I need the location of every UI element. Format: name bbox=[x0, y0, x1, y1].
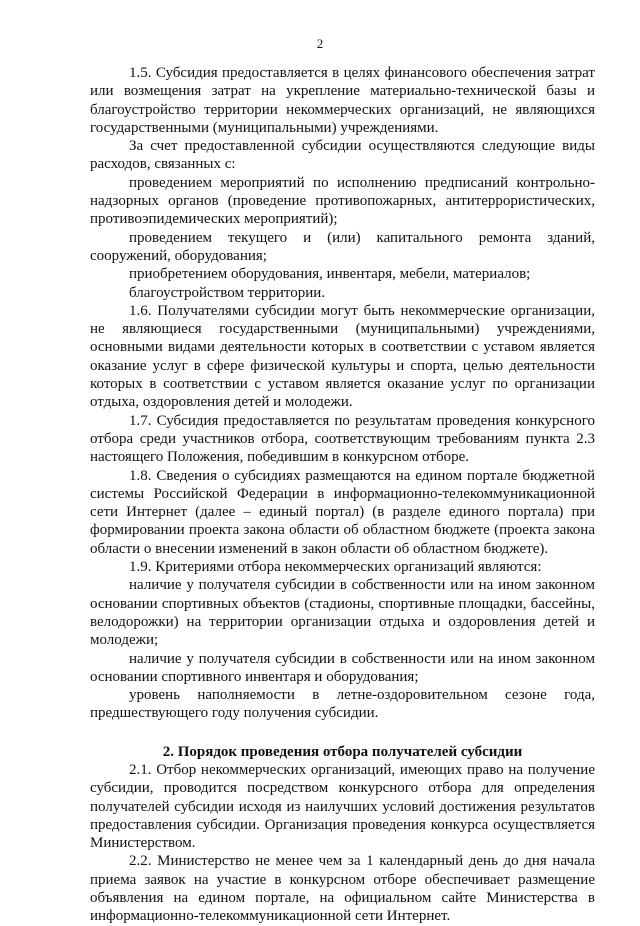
document-body bbox=[90, 64, 595, 926]
paragraph-2-2: 2.2. Министерство не менее чем за 1 календарный день до дня начала приема заявок на участие в конкурсном отборе обеспечивает размещение объявления на едином портале, на официальном сайте Министерства в информационно-телекоммуникационной сети Интернет. bbox=[90, 853, 595, 925]
page-number: 2 bbox=[316, 36, 324, 51]
paragraph-1-5: 1.5. Субсидия предоставляется в целях финансового обеспечения затрат или возмещения затрат на укрепление материально-технической базы и благоустройство территории некоммерческих организаций, не являющихся государственными (муниципальными) учреждениями. bbox=[90, 65, 595, 136]
paragraph-expense-item: проведением текущего и (или) капитального ремонта зданий, сооружений, оборудования; bbox=[90, 229, 595, 264]
paragraph-1-6: 1.6. Получателями субсидии могут быть некоммерческие организации, не являющиеся государственными (муниципальными) учреждениями, основными видами деятельности которых в соответствии с уставом является оказание услуг в сфере физической культуры и спорта, целью деятельности которых в соответствии с уставом является оказание услуг по организации отдыха, оздоровления детей и молодежи. bbox=[90, 302, 595, 411]
section-heading: 2. Порядок проведения отбора получателей субсидии bbox=[162, 743, 523, 760]
paragraph-1-9: 1.9. Критериями отбора некоммерческих организаций являются: bbox=[129, 559, 542, 576]
paragraph-1-8: 1.8. Сведения о субсидиях размещаются на едином портале бюджетной системы Российской Федерации в информационно-телекоммуникационной сети Интернет (далее – единый портал) (в разделе единого портала) при формировании проекта закона области об областном бюджете (проекта закона области о внесении изменений в закон области об областном бюджете). bbox=[90, 467, 595, 557]
paragraph-criterion: наличие у получателя субсидии в собственности или на ином законном основании спортивного инвентаря и оборудования; bbox=[90, 650, 595, 685]
paragraph-1-7: 1.7. Субсидия предоставляется по результатам проведения конкурсного отбора среди участников отбора, соответствующим требованиям пункта 2.3 настоящего Положения, победившим в конкурсном отборе. bbox=[90, 412, 595, 466]
paragraph-criterion: уровень наполняемости в летне-оздоровительном сезоне года, предшествующего году получения субсидии. bbox=[90, 687, 595, 722]
paragraph-expense-item: проведением мероприятий по исполнению предписаний контрольно-надзорных органов (проведение противопожарных, антитеррористических, противоэпидемических мероприятий); bbox=[90, 174, 595, 228]
paragraph-expense-item: благоустройством территории. bbox=[129, 284, 326, 301]
paragraph-criterion: наличие у получателя субсидии в собственности или на ином законном основании спортивных объектов (стадионы, спортивные площадки, бассейны, велодорожки) на территории организации отдыха и оздоровления детей и молодежи; bbox=[90, 577, 595, 649]
paragraph-2-1: 2.1. Отбор некоммерческих организаций, имеющих право на получение субсидии, проводится посредством конкурсного отбора для определения получателей субсидии исходя из наилучших условий достижения результатов предоставления субсидии. Организация проведения конкурса осуществляется Министерством. bbox=[90, 761, 595, 852]
paragraph-expenses-intro: За счет предоставленной субсидии осуществляются следующие виды расходов, связанных с: bbox=[90, 138, 595, 173]
paragraph-expense-item: приобретением оборудования, инвентаря, мебели, материалов; bbox=[129, 266, 531, 283]
